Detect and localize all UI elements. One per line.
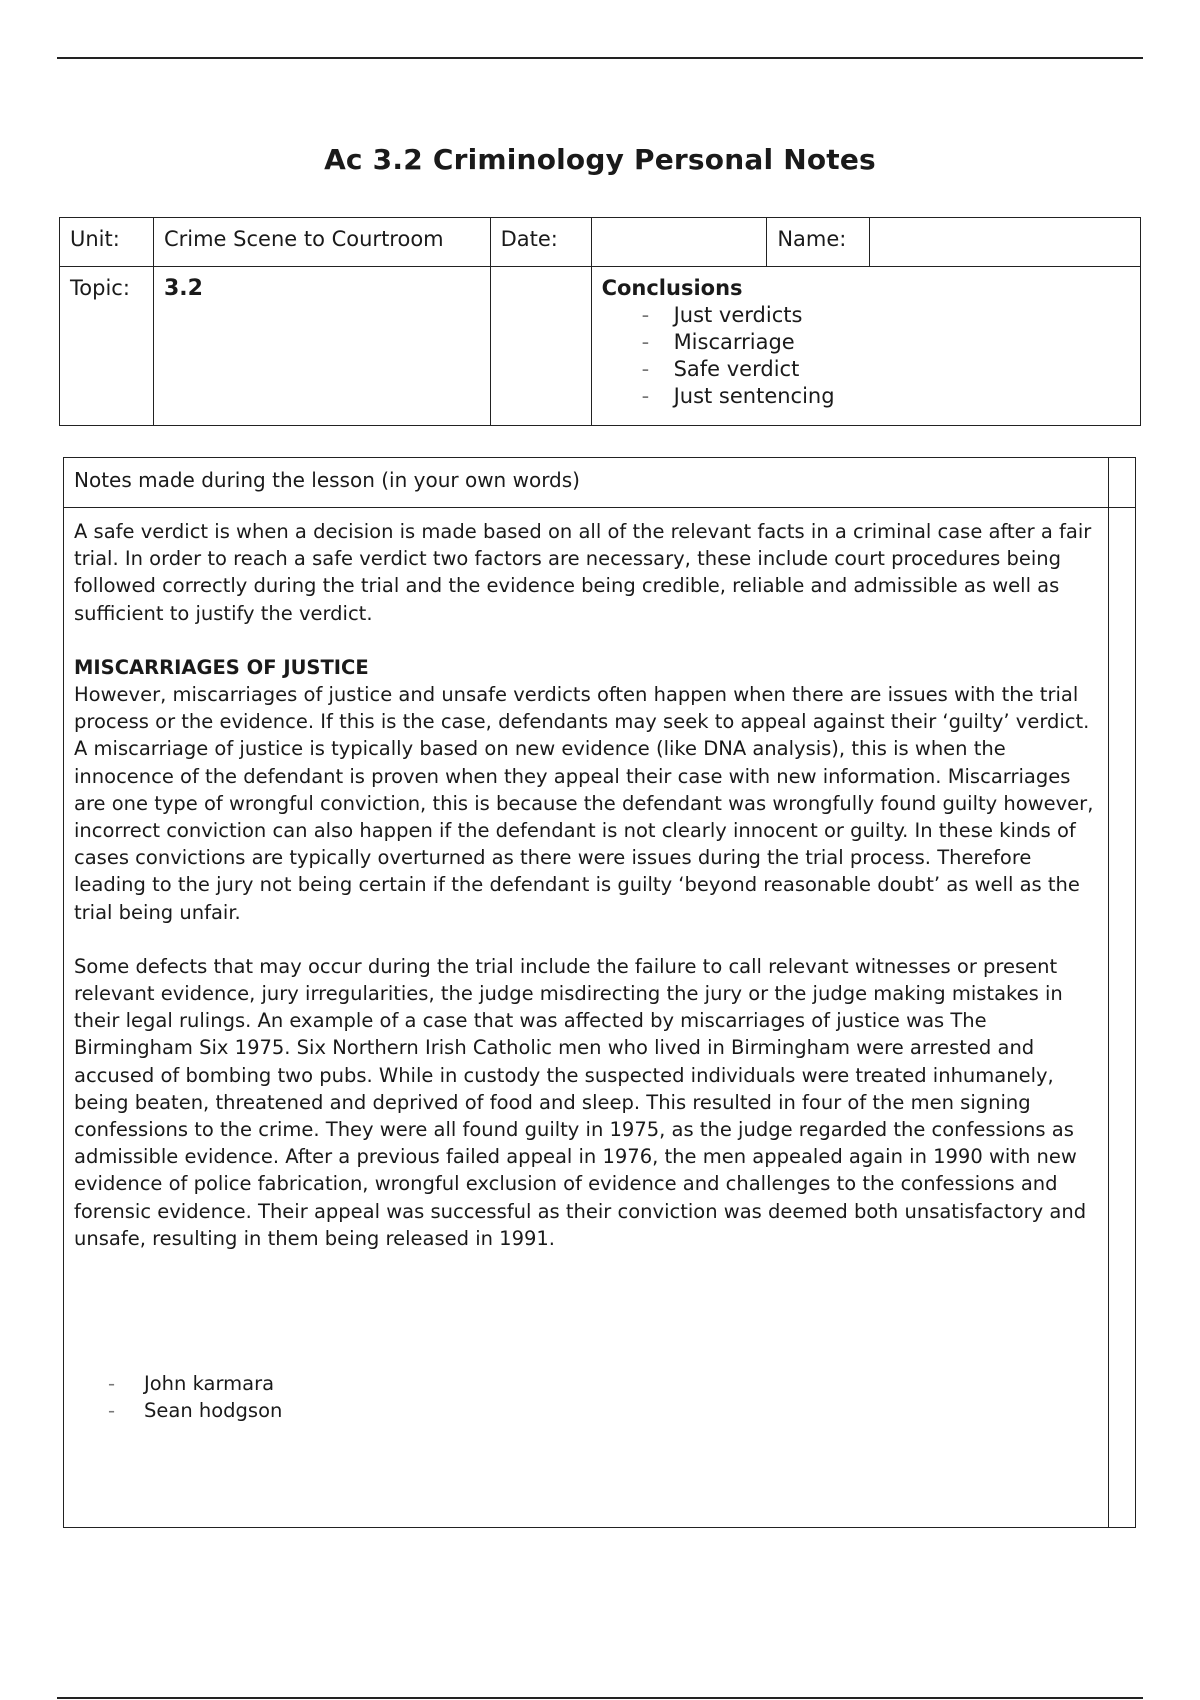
notes-right-column bbox=[1108, 458, 1109, 1527]
top-rule bbox=[57, 57, 1143, 59]
notes-box bbox=[63, 457, 1136, 1528]
info-table bbox=[59, 217, 1141, 426]
date-label: Date: bbox=[490, 218, 591, 267]
list-item: - Just verdicts bbox=[642, 302, 1130, 329]
notes-paragraph: However, miscarriages of justice and unsafe verdicts often happen when there are issues with the trial process or the evidence. If this is the case, defendants may seek to appeal against their ‘guilty’ verdict. A miscarriage of justice is typically based on new evidence (like DNA analysis), this is when the innocence of the defendant is proven when they appeal their case with new information. Miscarriages are one type of wrongful conviction, this is because the defendant was wrongfully found guilty however, incorrect conviction can also happen if the defendant is not clearly innocent or guilty. In these kinds of cases convictions are typically overturned as there were issues during the trial process. Therefore leading to the jury not being certain if the defendant is guilty ‘beyond reasonable doubt’ as well as the trial being unfair. bbox=[74, 683, 1094, 924]
names-list bbox=[74, 1370, 1094, 1424]
list-item: - John karmara bbox=[108, 1370, 1094, 1397]
conclusions-list bbox=[602, 302, 1130, 410]
name-label: Name: bbox=[767, 218, 870, 267]
notes-paragraph: Some defects that may occur during the trial include the failure to call relevant witnesses or present relevant evidence, jury irregularities, the judge misdirecting the jury or the judge making mistakes in their legal rulings. An example of a case that was affected by miscarriages of justice was The Birmingham Six 1975. Six Northern Irish Catholic men who lived in Birmingham were arrested and accused of bombing two pubs. While in custody the suspected individuals were treated inhumanely, being beaten, threatened and deprived of food and sleep. This resulted in four of the men signing confessions to the crime. They were all found guilty in 1975, as the judge regarded the confessions as admissible evidence. After a previous failed appeal in 1976, the men appealed again in 1990 with new evidence of police fabrication, wrongful exclusion of evidence and challenges to the confessions and forensic evidence. Their appeal was successful as their conviction was deemed both unsatisfactory and unsafe, resulting in them being released in 1991. bbox=[74, 954, 1087, 1250]
conclusions-heading: Conclusions bbox=[601, 276, 743, 300]
unit-value: Crime Scene to Courtroom bbox=[153, 218, 490, 267]
list-item: - Miscarriage bbox=[642, 329, 1130, 356]
conclusions-cell bbox=[591, 267, 1140, 426]
unit-label: Unit: bbox=[60, 218, 154, 267]
notes-header-divider bbox=[1108, 507, 1135, 508]
section-heading: MISCARRIAGES OF JUSTICE bbox=[74, 655, 369, 679]
date-field bbox=[591, 218, 767, 267]
notes-section bbox=[74, 654, 1094, 926]
notes-body bbox=[74, 518, 1094, 1424]
topic-value: 3.2 bbox=[153, 267, 490, 426]
notes-header: Notes made during the lesson (in your own words) bbox=[64, 458, 1108, 508]
list-item: - Just sentencing bbox=[642, 383, 1130, 410]
list-item: - Sean hodgson bbox=[108, 1397, 1094, 1424]
page-title: Ac 3.2 Criminology Personal Notes bbox=[324, 143, 876, 176]
empty-cell bbox=[490, 267, 591, 426]
bottom-rule bbox=[57, 1697, 1143, 1699]
list-item: - Safe verdict bbox=[642, 356, 1130, 383]
topic-label: Topic: bbox=[60, 267, 154, 426]
notes-paragraph: A safe verdict is when a decision is made based on all of the relevant facts in a criminal case after a fair trial. In order to reach a safe verdict two factors are necessary, these include court procedures being followed correctly during the trial and the evidence being credible, reliable and admissible as well as sufficient to justify the verdict. bbox=[74, 520, 1092, 625]
name-field bbox=[870, 218, 1141, 267]
